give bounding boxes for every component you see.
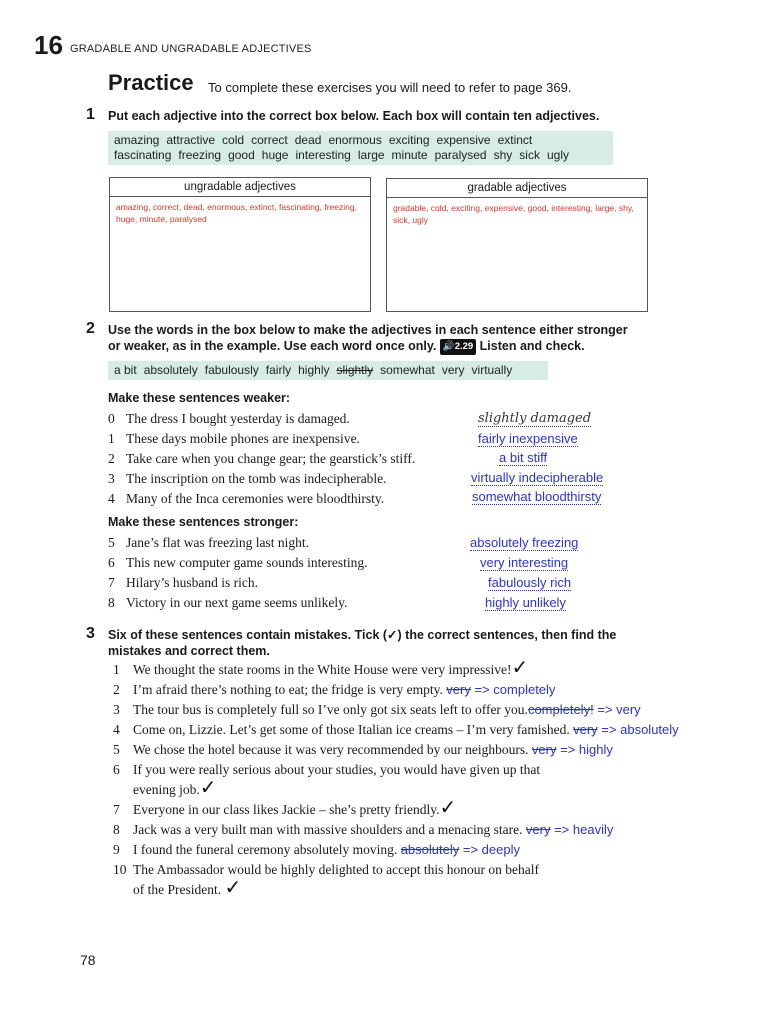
wrong-word: very: [446, 682, 471, 697]
tick-mark[interactable]: ✓: [199, 775, 217, 799]
exercise-3-item: [113, 820, 613, 840]
exercise-1-instruction: Put each adjective into the correct box below. Each box will contain ten adjectives.: [108, 109, 600, 123]
sentence-number: 5: [108, 535, 115, 550]
sentence-text: The inscription on the tomb was indecipherable.: [126, 471, 387, 486]
exercise-2-instruction-line-2: [108, 338, 628, 355]
word-row-1: [114, 133, 607, 148]
sentence-row: [108, 469, 387, 489]
item-text: The tour bus is completely full so I’ve only got six seats left to offer you.: [133, 702, 528, 717]
item-text: Everyone in our class likes Jackie – she’s pretty friendly.: [133, 802, 440, 817]
word-chip: large: [357, 148, 385, 162]
correction[interactable]: [532, 742, 613, 757]
word-chip: freezing: [178, 148, 222, 162]
answer-field[interactable]: fabulously rich: [488, 575, 572, 590]
word-chip: somewhat: [380, 363, 435, 377]
item-number: 3: [113, 702, 120, 717]
correction[interactable]: [446, 682, 555, 697]
sentence-row: [108, 593, 347, 613]
correction-arrow: =>: [554, 822, 570, 837]
wrong-word: very: [531, 742, 557, 757]
exercise-3-item: [113, 840, 520, 860]
word-chip: extinct: [497, 133, 533, 147]
sentence-row: [108, 429, 360, 449]
sentence-row: [108, 533, 309, 553]
tick-mark[interactable]: ✓: [511, 655, 529, 679]
correction-arrow: =>: [597, 702, 613, 717]
answer-field[interactable]: very interesting: [480, 555, 569, 570]
ungradable-answer[interactable]: amazing, correct, dead, enormous, extinct, fascinating, freezing, huge, minute, paralysed: [116, 202, 357, 224]
exercise-3-item: [113, 860, 539, 880]
word-chip: sick: [519, 148, 540, 162]
item-number: 10: [113, 862, 127, 877]
item-text-line-1: If you were really serious about your studies, you would have given up that: [133, 762, 541, 777]
stronger-heading: Make these sentences stronger:: [108, 515, 299, 529]
exercise-3-item: [113, 655, 529, 680]
item-text: I’m afraid there’s nothing to eat; the fridge is very empty.: [133, 682, 443, 697]
gradable-box: [386, 178, 648, 312]
answer-field[interactable]: a bit stiff: [499, 450, 548, 465]
correction[interactable]: [528, 702, 641, 717]
item-number: 1: [113, 662, 120, 677]
word-chip: expensive: [436, 133, 491, 147]
sentence-text: Take care when you change gear; the gearstick’s stiff.: [126, 451, 416, 466]
item-number: 9: [113, 842, 120, 857]
exercise-1-number: 1: [86, 106, 95, 123]
item-number: 6: [113, 762, 120, 777]
right-word: heavily: [572, 822, 614, 837]
exercise-2-instruction-line-2-text: or weaker, as in the example. Use each word once only.: [108, 339, 437, 353]
practice-title: Practice: [108, 70, 194, 95]
word-chip: fabulously: [204, 363, 259, 377]
sentence-row: [108, 409, 350, 429]
correction-arrow: =>: [474, 682, 490, 697]
word-chip: good: [228, 148, 255, 162]
item-number: 2: [113, 682, 120, 697]
word-chip: absolutely: [143, 363, 198, 377]
exercise-3-item-continued: [133, 775, 217, 800]
word-row-2: [114, 148, 607, 163]
correction-arrow: =>: [560, 742, 576, 757]
sentence-row: [108, 449, 415, 469]
chapter-number: 16: [34, 30, 63, 60]
listen-text: Listen and check.: [479, 339, 585, 353]
answer-field[interactable]: somewhat bloodthirsty: [472, 489, 602, 504]
ungradable-box-title: ungradable adjectives: [110, 178, 370, 197]
sentence-text: The dress I bought yesterday is damaged.: [126, 411, 350, 426]
answer-field[interactable]: fairly inexpensive: [478, 431, 578, 446]
exercise-3-instruction: [108, 627, 616, 659]
exercise-2-number: 2: [86, 320, 95, 337]
sentence-number: 4: [108, 491, 115, 506]
item-number: 5: [113, 742, 120, 757]
exercise-3-item: [113, 720, 679, 740]
sentence-number: 8: [108, 595, 115, 610]
item-text: We chose the hotel because it was very recommended by our neighbours.: [133, 742, 529, 757]
word-chip: huge: [261, 148, 289, 162]
wrong-word: absolutely: [400, 842, 460, 857]
practice-subtitle: To complete these exercises you will need to refer to page 369.: [208, 80, 572, 95]
item-text: We thought the state rooms in the White House were very impressive!: [133, 662, 512, 677]
exercise-3-instruction-line-2: mistakes and correct them.: [108, 644, 270, 658]
sentence-text: Hilary’s husband is rich.: [126, 575, 258, 590]
exercise-1-word-box: [108, 131, 613, 165]
gradable-box-title: gradable adjectives: [387, 179, 647, 198]
sentence-number: 1: [108, 431, 115, 446]
ungradable-box: [109, 177, 371, 312]
answer-field[interactable]: virtually indecipherable: [471, 470, 604, 485]
correction-arrow: =>: [601, 722, 617, 737]
sentence-text: Many of the Inca ceremonies were bloodthirsty.: [126, 491, 385, 506]
word-chip: a bit: [114, 363, 137, 377]
exercise-3-item: [113, 680, 555, 700]
exercise-2-instruction-line-1: Use the words in the box below to make the adjectives in each sentence either stronger: [108, 323, 628, 337]
right-word: completely: [493, 682, 556, 697]
word-chip: correct: [251, 133, 288, 147]
exercise-3-item: [113, 795, 457, 820]
word-chip-struck: slightly: [336, 363, 374, 377]
item-text-line-2: of the President.: [133, 882, 222, 897]
word-chip: fascinating: [114, 148, 172, 162]
exercise-2-word-box: [108, 361, 548, 380]
word-chip: very: [441, 363, 465, 377]
answer-field[interactable]: highly unlikely: [485, 595, 566, 610]
exercise-3-item: [113, 740, 613, 760]
answer-field[interactable]: absolutely freezing: [470, 535, 579, 550]
item-text: Come on, Lizzie. Let’s get some of those Italian ice creams – I’m very famished.: [133, 722, 570, 737]
example-answer[interactable]: slightly damaged: [478, 411, 592, 426]
sentence-number: 2: [108, 451, 115, 466]
gradable-answer[interactable]: gradable, cold, exciting, expensive, good, interesting, large, shy, sick, ugly: [393, 203, 634, 225]
word-chip: shy: [493, 148, 513, 162]
sentence-number: 7: [108, 575, 115, 590]
sentence-text: These days mobile phones are inexpensive.: [126, 431, 360, 446]
word-chip: highly: [298, 363, 330, 377]
word-chip: amazing: [114, 133, 160, 147]
exercise-3-instruction-line-1: Six of these sentences contain mistakes. Tick (✓) the correct sentences, then find the: [108, 628, 617, 642]
page-number: 78: [80, 952, 96, 968]
word-chip: cold: [222, 133, 245, 147]
correction-arrow: =>: [462, 842, 479, 857]
chapter-title: GRADABLE AND UNGRADABLE ADJECTIVES: [70, 43, 312, 55]
sentence-number: 0: [108, 411, 115, 426]
item-number: 7: [113, 802, 120, 817]
word-chip: dead: [294, 133, 322, 147]
sentence-row: [108, 553, 367, 573]
wrong-word: very: [573, 722, 598, 737]
word-chip: interesting: [295, 148, 351, 162]
sentence-text: Victory in our next game seems unlikely.: [126, 595, 348, 610]
word-chip: minute: [391, 148, 428, 162]
word-chip: enormous: [328, 133, 382, 147]
audio-track-badge[interactable]: 🔊2.29: [440, 339, 476, 355]
right-word: very: [616, 702, 641, 717]
word-chip: attractive: [166, 133, 216, 147]
tick-mark[interactable]: ✓: [439, 795, 457, 819]
item-text: I found the funeral ceremony absolutely moving.: [133, 842, 398, 857]
word-chip: virtually: [471, 363, 513, 377]
item-text-line-2: evening job.: [133, 782, 200, 797]
correction[interactable]: [573, 722, 679, 737]
right-word: deeply: [481, 842, 520, 857]
exercise-3-item: [113, 700, 641, 720]
right-word: highly: [578, 742, 613, 757]
correction[interactable]: [401, 842, 520, 857]
sentence-text: This new computer game sounds interesting.: [126, 555, 368, 570]
word-chip: fairly: [265, 363, 292, 377]
word-chip: exciting: [388, 133, 430, 147]
exercise-2-instruction: [108, 322, 628, 355]
item-number: 4: [113, 722, 120, 737]
wrong-word: completely!: [527, 702, 594, 717]
word-chip: ugly: [546, 148, 569, 162]
word-chip: paralysed: [434, 148, 487, 162]
exercise-3-item: [113, 760, 540, 780]
exercise-3-number: 3: [86, 625, 95, 642]
sentence-number: 3: [108, 471, 115, 486]
sentence-number: 6: [108, 555, 115, 570]
wrong-word: very: [525, 822, 551, 837]
right-word: absolutely: [620, 722, 679, 737]
item-text: Jack was a very built man with massive shoulders and a menacing stare.: [133, 822, 523, 837]
sentence-row: [108, 573, 258, 593]
exercise-3-item-continued: [133, 875, 242, 900]
item-text-line-1: The Ambassador would be highly delighted to accept this honour on behalf: [133, 862, 540, 877]
item-number: 8: [113, 822, 120, 837]
correction[interactable]: [526, 822, 613, 837]
sentence-row: [108, 489, 384, 509]
sentence-text: Jane’s flat was freezing last night.: [126, 535, 309, 550]
weaker-heading: Make these sentences weaker:: [108, 391, 291, 405]
tick-mark[interactable]: ✓: [224, 875, 242, 899]
